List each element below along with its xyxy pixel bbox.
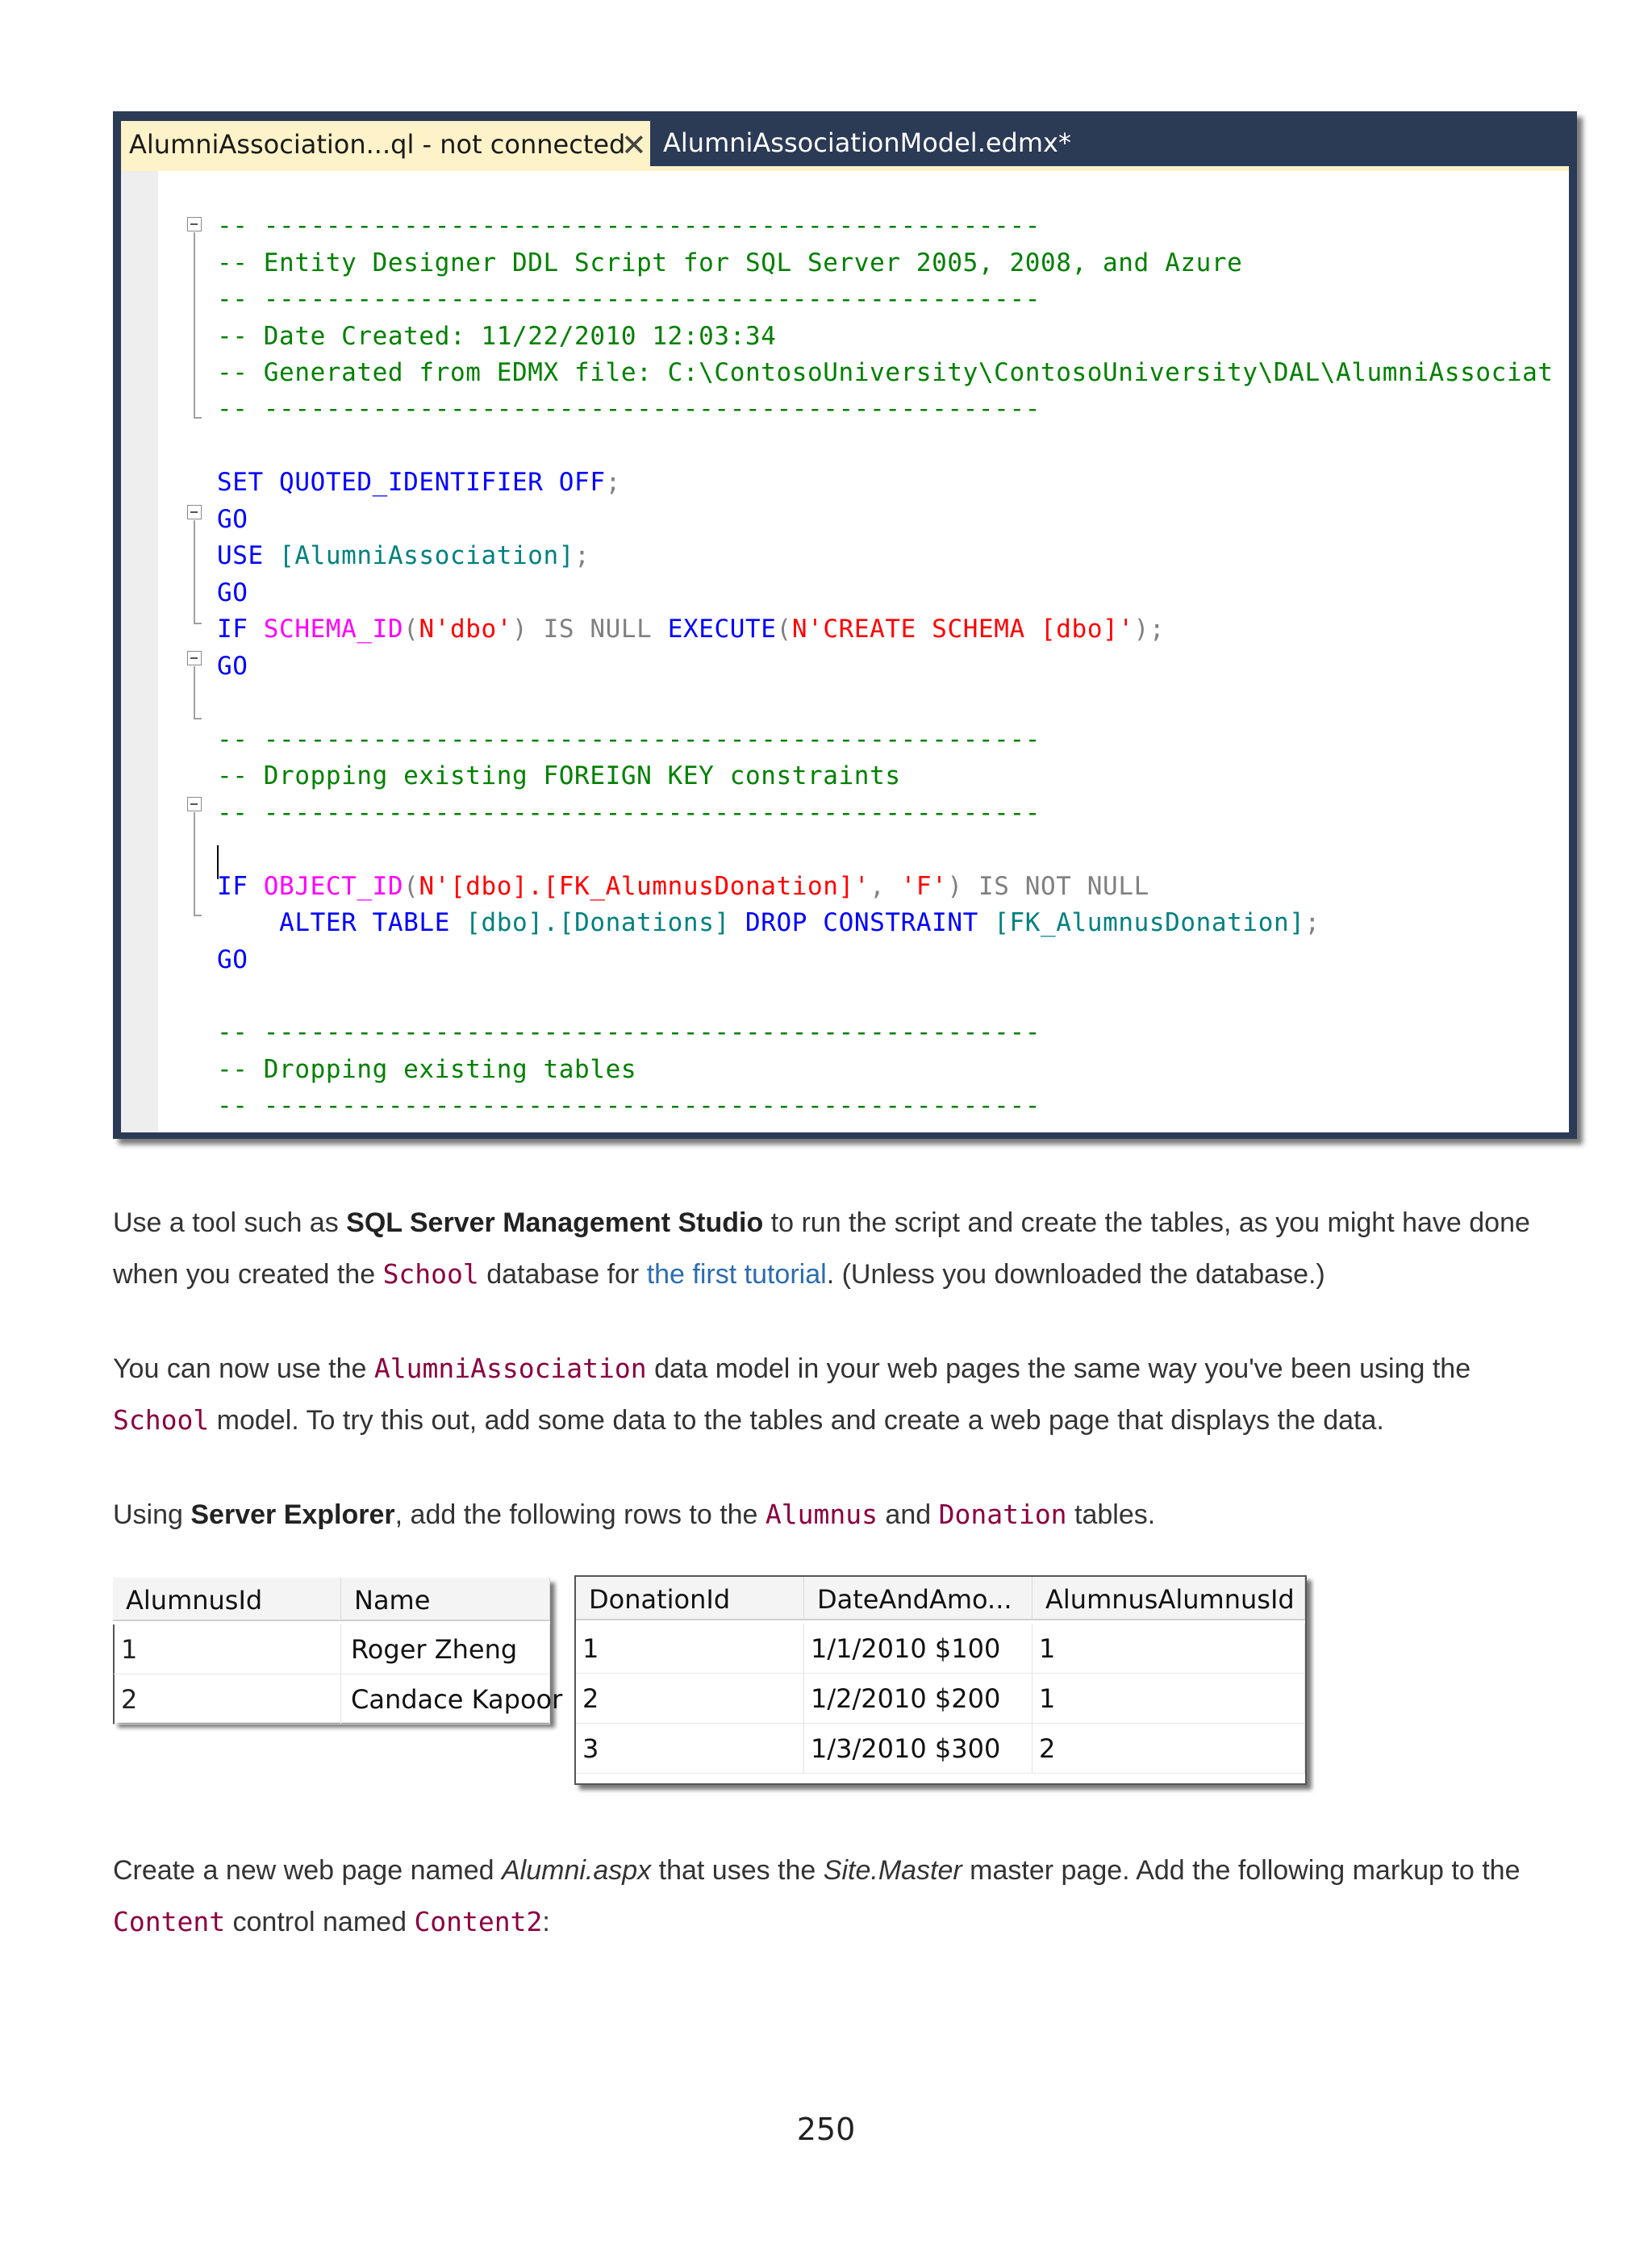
text: that uses the — [651, 1855, 824, 1886]
table-cell[interactable]: Roger Zheng — [341, 1624, 550, 1674]
keyword: IS NOT NULL — [978, 872, 1149, 901]
paragraph-run-script — [113, 1198, 1557, 1300]
fold-line — [194, 666, 195, 719]
code-line: GO — [217, 578, 248, 607]
page-number: 250 — [796, 2112, 856, 2147]
keyword: DROP CONSTRAINT — [745, 908, 978, 937]
code-term: Content — [113, 1906, 226, 1937]
code-line: GO — [217, 505, 248, 534]
code-line: -- -------------------------------------------------- — [217, 285, 1041, 314]
code-line: GO — [217, 945, 248, 974]
text: control named — [225, 1907, 415, 1937]
code-area[interactable] — [121, 171, 1569, 1132]
fold-end — [194, 623, 202, 624]
code-line: -- Dropping existing FOREIGN KEY constraints — [217, 761, 901, 790]
fold-end — [194, 718, 202, 719]
table-cell[interactable]: 1 — [1032, 1674, 1305, 1724]
code-line: -- -------------------------------------------------- — [217, 211, 1041, 240]
string: N'CREATE SCHEMA [dbo]' — [791, 615, 1134, 644]
text: master page. Add the following markup to the — [962, 1855, 1521, 1886]
sql-editor-screenshot — [113, 111, 1577, 1139]
table-cell[interactable]: 2 — [113, 1674, 341, 1724]
code-line — [217, 872, 1149, 901]
column-header[interactable]: DateAndAmo... — [804, 1577, 1032, 1620]
text: and — [877, 1499, 939, 1530]
text: Create a new web page named — [113, 1855, 502, 1886]
fold-end — [194, 417, 202, 419]
first-tutorial-link[interactable]: the first tutorial — [646, 1259, 827, 1290]
table-cell[interactable]: 1 — [113, 1624, 341, 1674]
table-cell[interactable]: Candace Kapoor — [341, 1674, 550, 1724]
code-line: -- Dropping existing tables — [217, 1055, 637, 1084]
collapse-icon[interactable] — [187, 505, 202, 519]
code-line: -- -------------------------------------------------- — [217, 394, 1041, 423]
keyword: IF — [217, 615, 248, 644]
table-cell[interactable]: 1 — [1032, 1624, 1305, 1674]
code-line — [217, 615, 1165, 644]
code-line: -- -------------------------------------------------- — [217, 1018, 1041, 1047]
editor-gutter — [121, 171, 158, 1132]
bold-text: Server Explorer — [190, 1499, 395, 1530]
punct: ( — [776, 615, 792, 644]
text: Use a tool such as — [113, 1207, 347, 1238]
text: data model in your web pages the same way you've been using the — [646, 1353, 1471, 1384]
italic-text: Site.Master — [823, 1855, 962, 1886]
code-term: Donation — [938, 1499, 1067, 1530]
column-header[interactable]: AlumnusAlumnusId — [1032, 1577, 1305, 1620]
fold-line — [194, 812, 195, 915]
identifier: [dbo].[Donations] — [465, 908, 730, 937]
text: : — [542, 1907, 550, 1937]
keyword: IS NULL — [543, 615, 653, 644]
code-term: AlumniAssociation — [373, 1353, 647, 1384]
table-cell[interactable]: 1/2/2010 $200 — [804, 1674, 1032, 1724]
tab-alumni-edmx[interactable]: AlumniAssociationModel.edmx* — [663, 127, 1071, 158]
keyword: USE — [217, 541, 264, 570]
string: N'dbo' — [419, 615, 513, 644]
fold-line — [194, 520, 195, 623]
text: tables. — [1066, 1499, 1156, 1530]
text: database for — [478, 1259, 647, 1290]
table-cell[interactable]: 3 — [576, 1724, 804, 1774]
function: OBJECT_ID — [263, 872, 404, 901]
punct: ); — [1133, 615, 1166, 644]
identifier: [AlumniAssociation] — [279, 541, 575, 570]
table-cell[interactable]: 1 — [576, 1624, 804, 1674]
code-line: -- Date Created: 11/22/2010 12:03:34 — [217, 322, 777, 351]
keyword: ALTER TABLE — [279, 908, 450, 937]
code-line: GO — [217, 652, 248, 681]
punct: ( — [403, 872, 419, 901]
editor-tab-bar — [113, 111, 1577, 168]
collapse-icon[interactable] — [187, 651, 202, 665]
function: SCHEMA_ID — [263, 615, 404, 644]
donation-table — [574, 1575, 1307, 1785]
fold-end — [194, 915, 202, 916]
punct: , — [870, 872, 886, 901]
italic-text: Alumni.aspx — [501, 1855, 652, 1886]
punct: ; — [605, 468, 621, 497]
text: . (Unless you downloaded the database.) — [826, 1259, 1325, 1290]
text: You can now use the — [113, 1353, 374, 1384]
text: , add the following rows to the — [394, 1499, 766, 1530]
text: model. To try this out, add some data to the tables and create a web page that displays the data. — [209, 1405, 1384, 1436]
code-term: School — [382, 1258, 479, 1290]
column-header[interactable]: DonationId — [576, 1577, 804, 1620]
paragraph-add-rows — [113, 1489, 1557, 1541]
column-header[interactable]: Name — [341, 1578, 550, 1621]
code-line — [217, 908, 1320, 937]
punct: ) — [947, 872, 963, 901]
table-cell[interactable]: 2 — [1032, 1724, 1305, 1774]
keyword: EXECUTE — [667, 615, 777, 644]
table-cell[interactable]: 2 — [576, 1674, 804, 1724]
paragraph-use-model — [113, 1343, 1557, 1446]
text: Using — [113, 1499, 191, 1530]
collapse-icon[interactable] — [187, 217, 202, 231]
code-line: -- Entity Designer DDL Script for SQL Server 2005, 2008, and Azure — [217, 248, 1243, 277]
code-line: -- -------------------------------------------------- — [217, 799, 1041, 828]
code-term: Content2 — [414, 1906, 543, 1937]
code-line: -- -------------------------------------------------- — [217, 725, 1041, 754]
punct: ( — [403, 615, 419, 644]
punct: ; — [1304, 908, 1320, 937]
code-term: Alumnus — [765, 1499, 878, 1530]
tab-alumni-sql-label: AlumniAssociation...ql - not connected — [129, 129, 626, 160]
punct: ) — [512, 615, 528, 644]
column-header[interactable]: AlumnusId — [113, 1578, 341, 1621]
code-line: -- -------------------------------------------------- — [217, 1091, 1041, 1120]
close-icon[interactable]: ✕ — [621, 127, 647, 163]
code-term: School — [113, 1404, 210, 1436]
collapse-icon[interactable] — [187, 797, 202, 811]
text: to run the script and create the tables, as you might have done when you created the — [113, 1207, 1530, 1290]
keyword: IF — [217, 872, 248, 901]
string: 'F' — [900, 872, 948, 901]
code-line — [217, 541, 590, 570]
punct: ; — [574, 541, 590, 570]
bold-text: SQL Server Management Studio — [346, 1207, 764, 1238]
table-cell[interactable]: 1/3/2010 $300 — [804, 1724, 1032, 1774]
tab-alumni-sql[interactable] — [121, 121, 650, 168]
fold-line — [194, 232, 195, 418]
alumnus-table — [113, 1578, 563, 1723]
keyword: SET QUOTED_IDENTIFIER OFF — [217, 468, 606, 497]
identifier: [FK_AlumnusDonation] — [994, 908, 1305, 937]
paragraph-create-page — [113, 1845, 1557, 1948]
string: N'[dbo].[FK_AlumnusDonation]' — [419, 872, 870, 901]
code-line — [217, 468, 621, 497]
table-cell[interactable]: 1/1/2010 $100 — [804, 1624, 1032, 1674]
code-line: -- Generated from EDMX file: C:\ContosoUniversity\ContosoUniversity\DAL\AlumniAssociat — [217, 358, 1554, 387]
